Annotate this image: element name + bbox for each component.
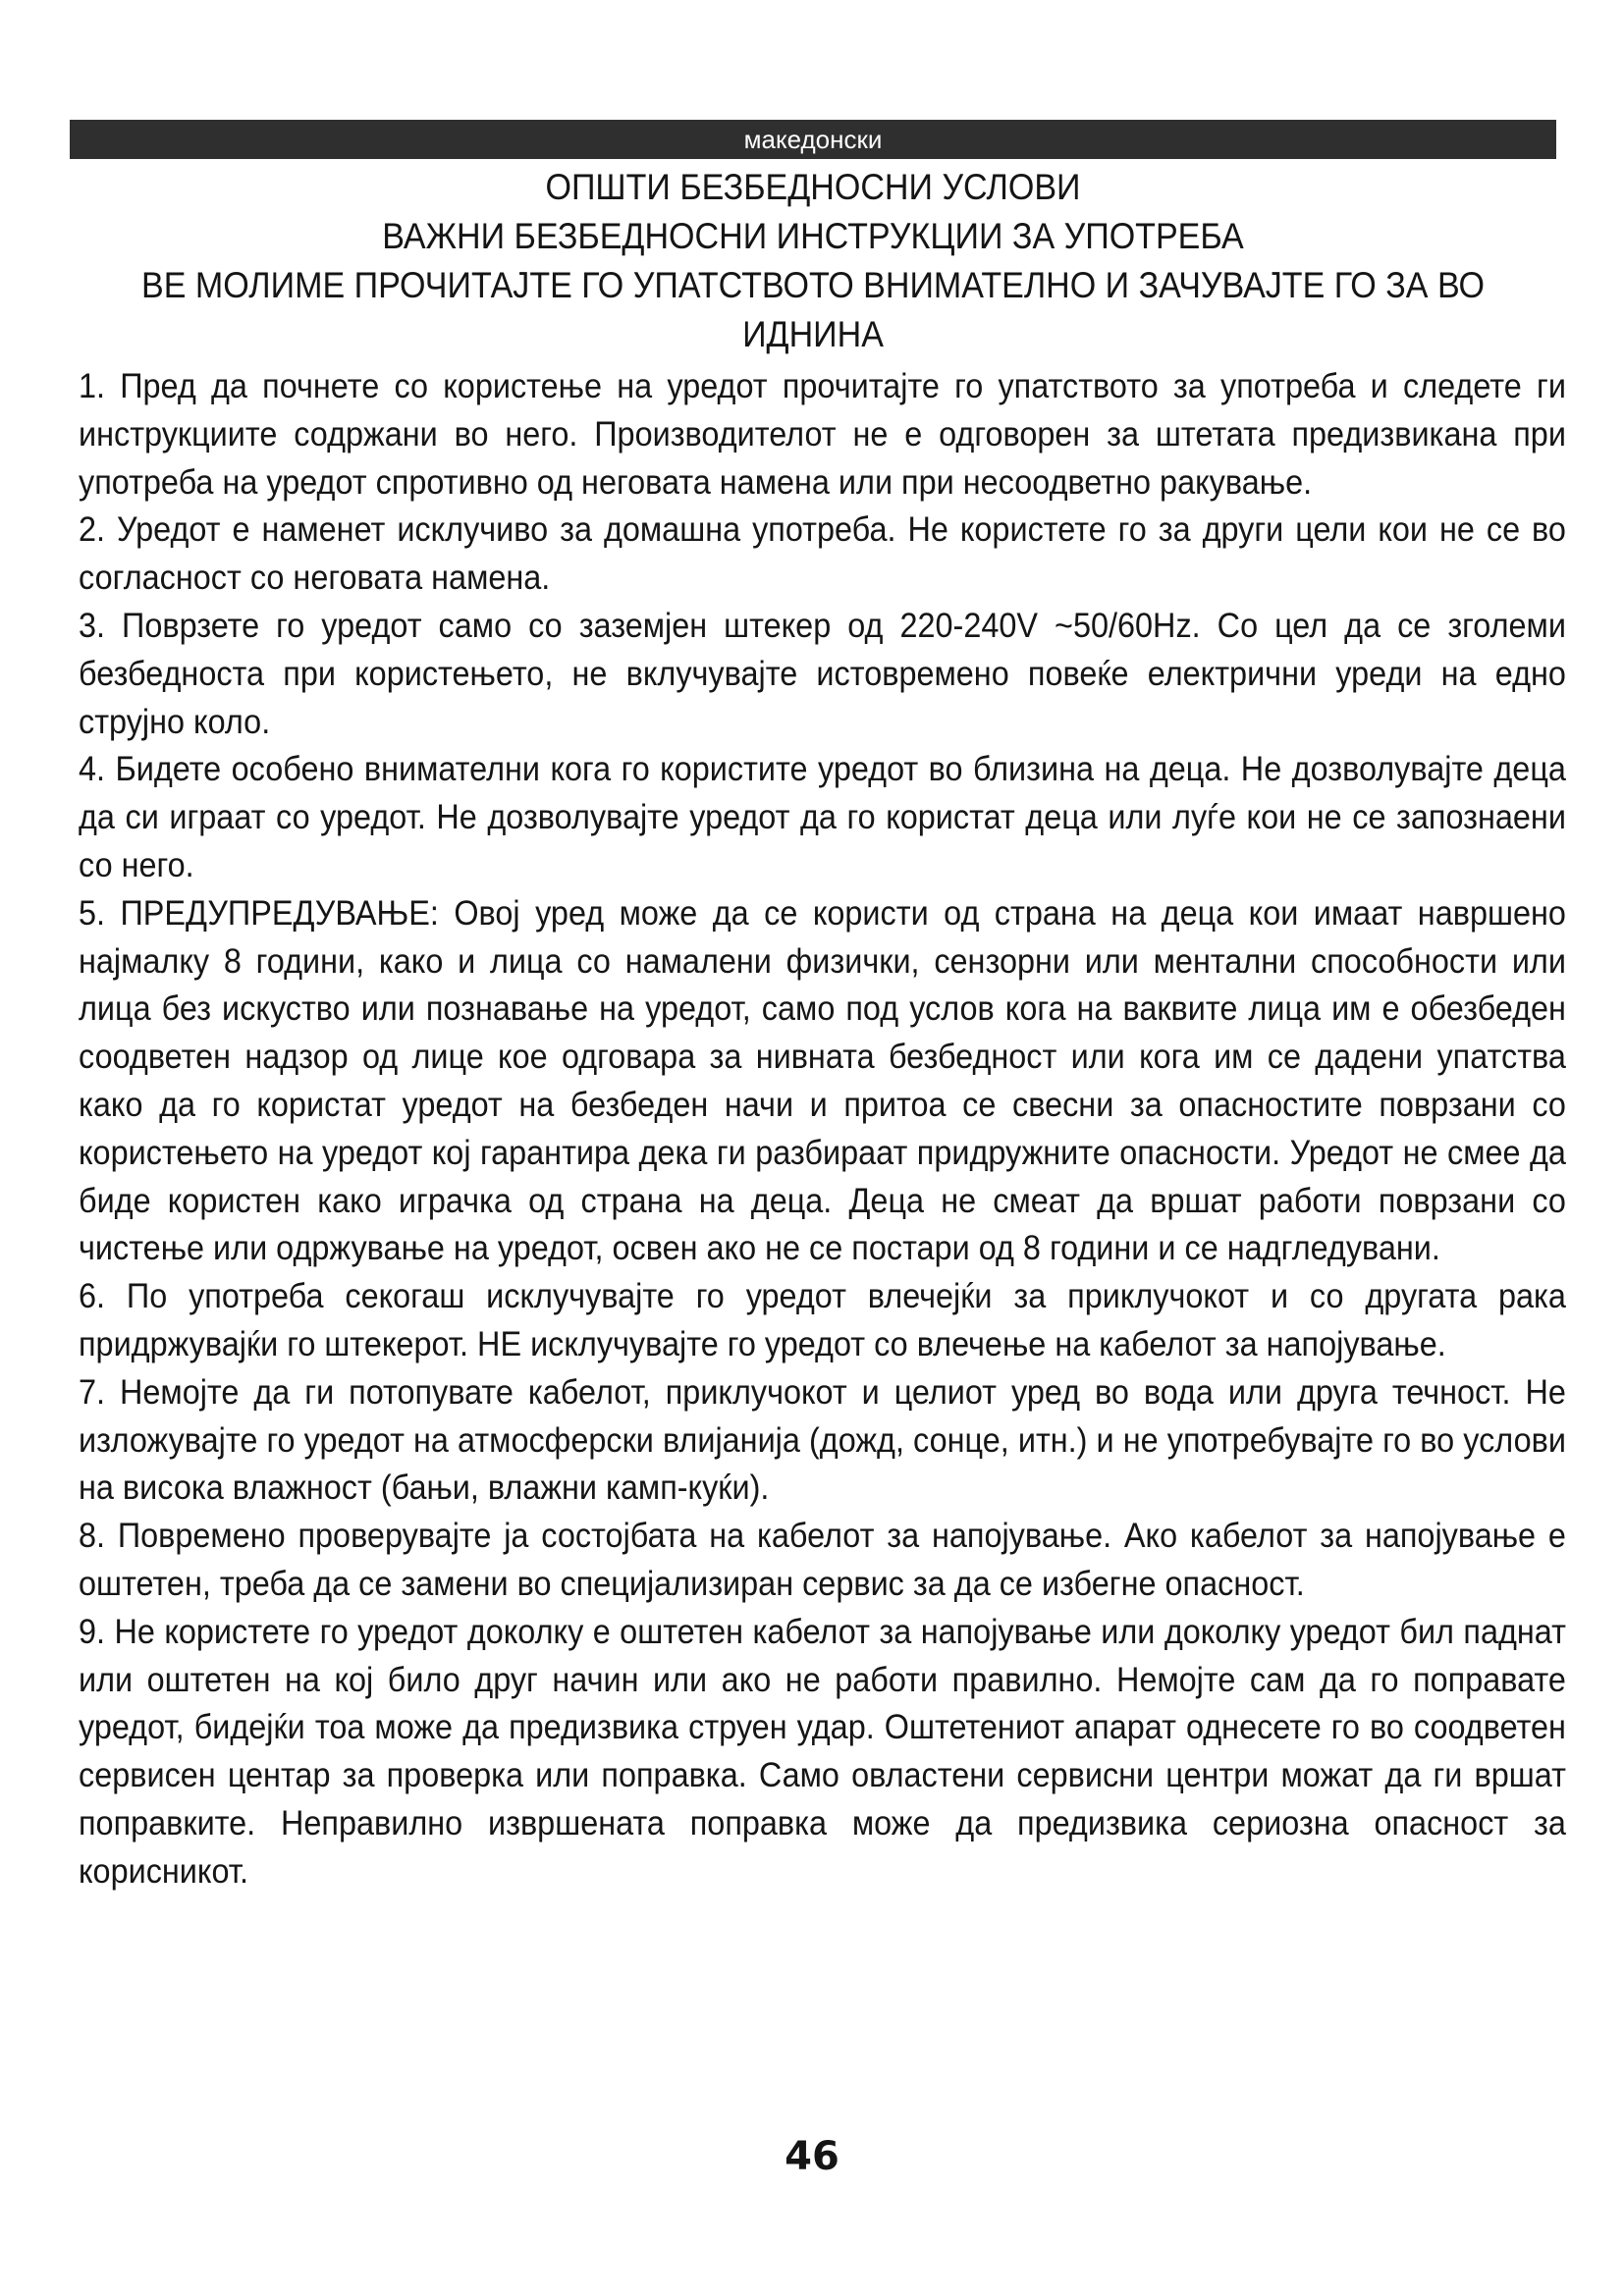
page-number: 46 [785, 2134, 839, 2179]
section-subtitle: ВАЖНИ БЕЗБЕДНОСНИ ИНСТРУКЦИИ ЗА УПОТРЕБА [382, 216, 1244, 256]
instruction-item-2: 2. Уредот е наменет исклучиво за домашна употреба. Не користете го за други цели кои не се во согласност со неговата намена. [79, 510, 1566, 598]
instruction-item-7: 7. Немојте да ги потопувате кабелот, приклучокот и целиот уред во вода или друга течност. Не изложувајте го уредот на атмосферски влијанија (дожд, сонце, итн.) и не употребувајте го во услови на висока влажност (бањи, влажни камп-куќи). [79, 1372, 1566, 1508]
instruction-item-8: 8. Повремено проверувајте ја состојбата на кабелот за напојување. Ако кабелот за напојување е оштетен, треба да се замени во специјализиран сервис за да се избегне опасност. [79, 1517, 1566, 1603]
instruction-item-1: 1. Пред да почнете со користење на уредот прочитајте го упатството за употреба и следете ги инструкциите содржани во него. Производителот не е одговорен за штетата предизвикана при употреба на уредот спротивно од неговата намена или при несоодветно ракување. [79, 367, 1566, 502]
section-title: ОПШТИ БЕЗБЕДНОСНИ УСЛОВИ [545, 167, 1081, 207]
instruction-item-5: 5. ПРЕДУПРЕДУВАЊЕ: Овој уред може да се користи од страна на деца кои имаат навршено најмалку 8 години, како и лица со намалени физички, сензорни или ментални способности или лица без искуство или познавање на уредот, само под услов кога на ваквите лица им е обезбеден соодветен надзор од лице кое одговара за нивната безбедност или кога им се дадени упатства како да го користат уредот на безбеден начи и притоа се свесни за опасностите поврзани со користењето на уредот кој гарантира дека ги разбираат придружните опасности. Уредот не смее да биде користен како играчка од страна на деца. Деца не смеат да вршат работи поврзани со чистење или одржување на уредот, освен ако не се постари од 8 години и се надгледувани. [79, 893, 1566, 1268]
instruction-item-3: 3. Поврзете го уредот само со заземјен штекер од 220-240V ~50/60Hz. Со цел да се зголеми безбедноста при користењето, не вклучувајте истовремено повеќе електрични уреди на едно струјно коло. [79, 606, 1566, 741]
safety-headings [130, 163, 1497, 359]
read-carefully-notice-line-2: ИДНИНА [742, 314, 884, 354]
language-header-bar: македонски [70, 120, 1556, 159]
instruction-item-9: 9. Не користете го уредот доколку е оштетен кабелот за напојување или доколку уредот бил паднат или оштетен на кој било друг начин или ако не работи правилно. Немојте сам да го поправате уредот, бидејќи тоа може да предизвика струен удар. Оштетениот апарат однесете го во соодветен сервисен центар за проверка или поправка. Само овластени сервисни центри можат да ги вршат поправките. Неправилно извршената поправка може да предизвика сериозна опасност за корисникот. [79, 1612, 1566, 1891]
safety-instructions-list [79, 363, 1566, 1896]
instruction-item-6: 6. По употреба секогаш исклучувајте го уредот влечејќи за приклучокот и со другата рака придржувајќи го штекерот. НЕ исклучувајте го уредот со влечење на кабелот за напојување. [79, 1277, 1566, 1363]
read-carefully-notice-line-1: ВЕ МОЛИМЕ ПРОЧИТАЈТЕ ГО УПАТСТВОТО ВНИМАТЕЛНО И ЗАЧУВАЈТЕ ГО ЗА ВО [140, 265, 1486, 305]
instruction-item-4: 4. Бидете особено внимателни кога го користите уредот во близина на деца. Не дозволувајте деца да си играат со уредот. Не дозволувајте уредот да го користат деца или луѓе кои не се запознаени со него. [79, 750, 1566, 884]
